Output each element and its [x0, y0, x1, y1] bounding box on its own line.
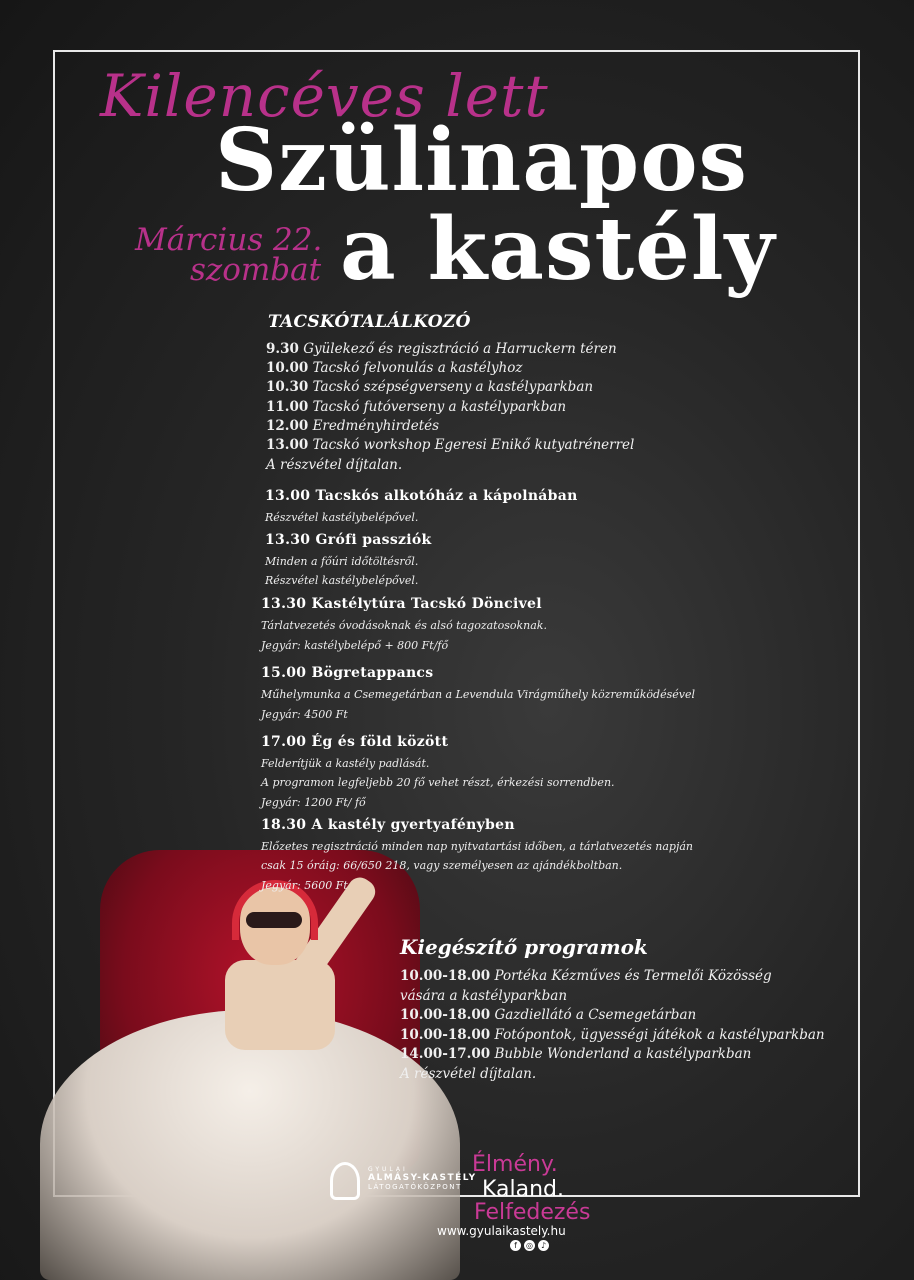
- slogan-kaland: Kaland.: [482, 1177, 565, 1202]
- event-line: A programon legfeljebb 20 fő vehet részt, érkezési sorrendben.: [261, 776, 615, 789]
- event-title: 17.00 Ég és föld között: [261, 734, 449, 750]
- event-title: 13.30 Kastélytúra Tacskó Döncivel: [261, 596, 542, 612]
- event-line: Műhelymunka a Csemegetárban a Levendula Virágműhely közreműködésével: [261, 688, 695, 701]
- list-item: 13.00 Tacskó workshop Egeresi Enikő kutyatrénerrel: [266, 437, 635, 453]
- event-line: Részvétel kastélybelépővel.: [265, 511, 419, 524]
- list-item: 9.30 Gyülekező és regisztráció a Harruckern téren: [266, 341, 617, 357]
- title-kilenceves: Kilencéves lett: [100, 62, 549, 130]
- event-line: csak 15 óráig: 66/650 218, vagy személyesen az ajándékboltban.: [261, 859, 623, 872]
- date-weekday: szombat: [190, 252, 322, 288]
- list-item: 11.00 Tacskó futóverseny a kastélyparkban: [266, 399, 567, 415]
- website-link[interactable]: www.gyulaikastely.hu: [437, 1224, 566, 1238]
- date-day: Március 22.: [135, 222, 323, 258]
- slogan-felfedezes: Felfedezés: [474, 1200, 591, 1225]
- girl-dress: [40, 1010, 460, 1280]
- event-title: 15.00 Bögretappancs: [261, 665, 434, 681]
- list-item: 10.00-18.00 Portéka Kézműves és Termelői Közösség: [400, 968, 772, 984]
- list-item: 10.00-18.00 Gazdiellátó a Csemegetárban: [400, 1007, 697, 1023]
- event-line: Tárlatvezetés óvodásoknak és alsó tagozatosoknak.: [261, 619, 547, 632]
- list-item: 12.00 Eredményhirdetés: [266, 418, 440, 434]
- instagram-icon[interactable]: ◎: [524, 1240, 535, 1251]
- sunglasses-icon: [246, 912, 302, 928]
- list-item: vására a kastélyparkban: [400, 988, 568, 1004]
- tacsko-title: TACSKÓTALÁLKOZÓ: [268, 312, 471, 332]
- event-line: Jegyár: 1200 Ft/ fő: [261, 796, 366, 809]
- castle-head-icon: [330, 1162, 360, 1200]
- event-line: Minden a főúri időtöltésről.: [265, 555, 419, 568]
- logo-text: GYULAI ALMÁSY-KASTÉLY LÁTOGATÓKÖZPONT: [368, 1166, 477, 1191]
- event-line: Jegyár: 5600 Ft: [261, 879, 348, 892]
- list-item: 10.30 Tacskó szépségverseny a kastélyparkban: [266, 379, 594, 395]
- slogan-elmeny: Élmény.: [472, 1152, 558, 1177]
- event-line: Jegyár: kastélybelépő + 800 Ft/fő: [261, 639, 449, 652]
- list-item: 10.00 Tacskó felvonulás a kastélyhoz: [266, 360, 523, 376]
- event-title: 13.00 Tacskós alkotóház a kápolnában: [265, 488, 578, 504]
- facebook-icon[interactable]: f: [510, 1240, 521, 1251]
- list-item: 14.00-17.00 Bubble Wonderland a kastélyparkban: [400, 1046, 752, 1062]
- event-title: 18.30 A kastély gyertyafényben: [261, 817, 515, 833]
- event-line: Előzetes regisztráció minden nap nyitvatartási időben, a tárlatvezetés napján: [261, 840, 694, 853]
- event-title: 13.30 Grófi passziók: [265, 532, 432, 548]
- event-line: Jegyár: 4500 Ft: [261, 708, 348, 721]
- event-line: Felderítjük a kastély padlását.: [261, 757, 430, 770]
- event-line: Részvétel kastélybelépővel.: [265, 574, 419, 587]
- tacsko-note: A részvétel díjtalan.: [266, 457, 403, 473]
- title-a-kastely: a kastély: [340, 199, 776, 300]
- title-szulinapos: Szülinapos: [215, 110, 748, 211]
- list-item: A részvétel díjtalan.: [400, 1066, 537, 1082]
- extra-title: Kiegészítő programok: [400, 935, 648, 959]
- list-item: 10.00-18.00 Fotópontok, ügyességi játékok a kastélyparkban: [400, 1027, 825, 1043]
- tiktok-icon[interactable]: ♪: [538, 1240, 549, 1251]
